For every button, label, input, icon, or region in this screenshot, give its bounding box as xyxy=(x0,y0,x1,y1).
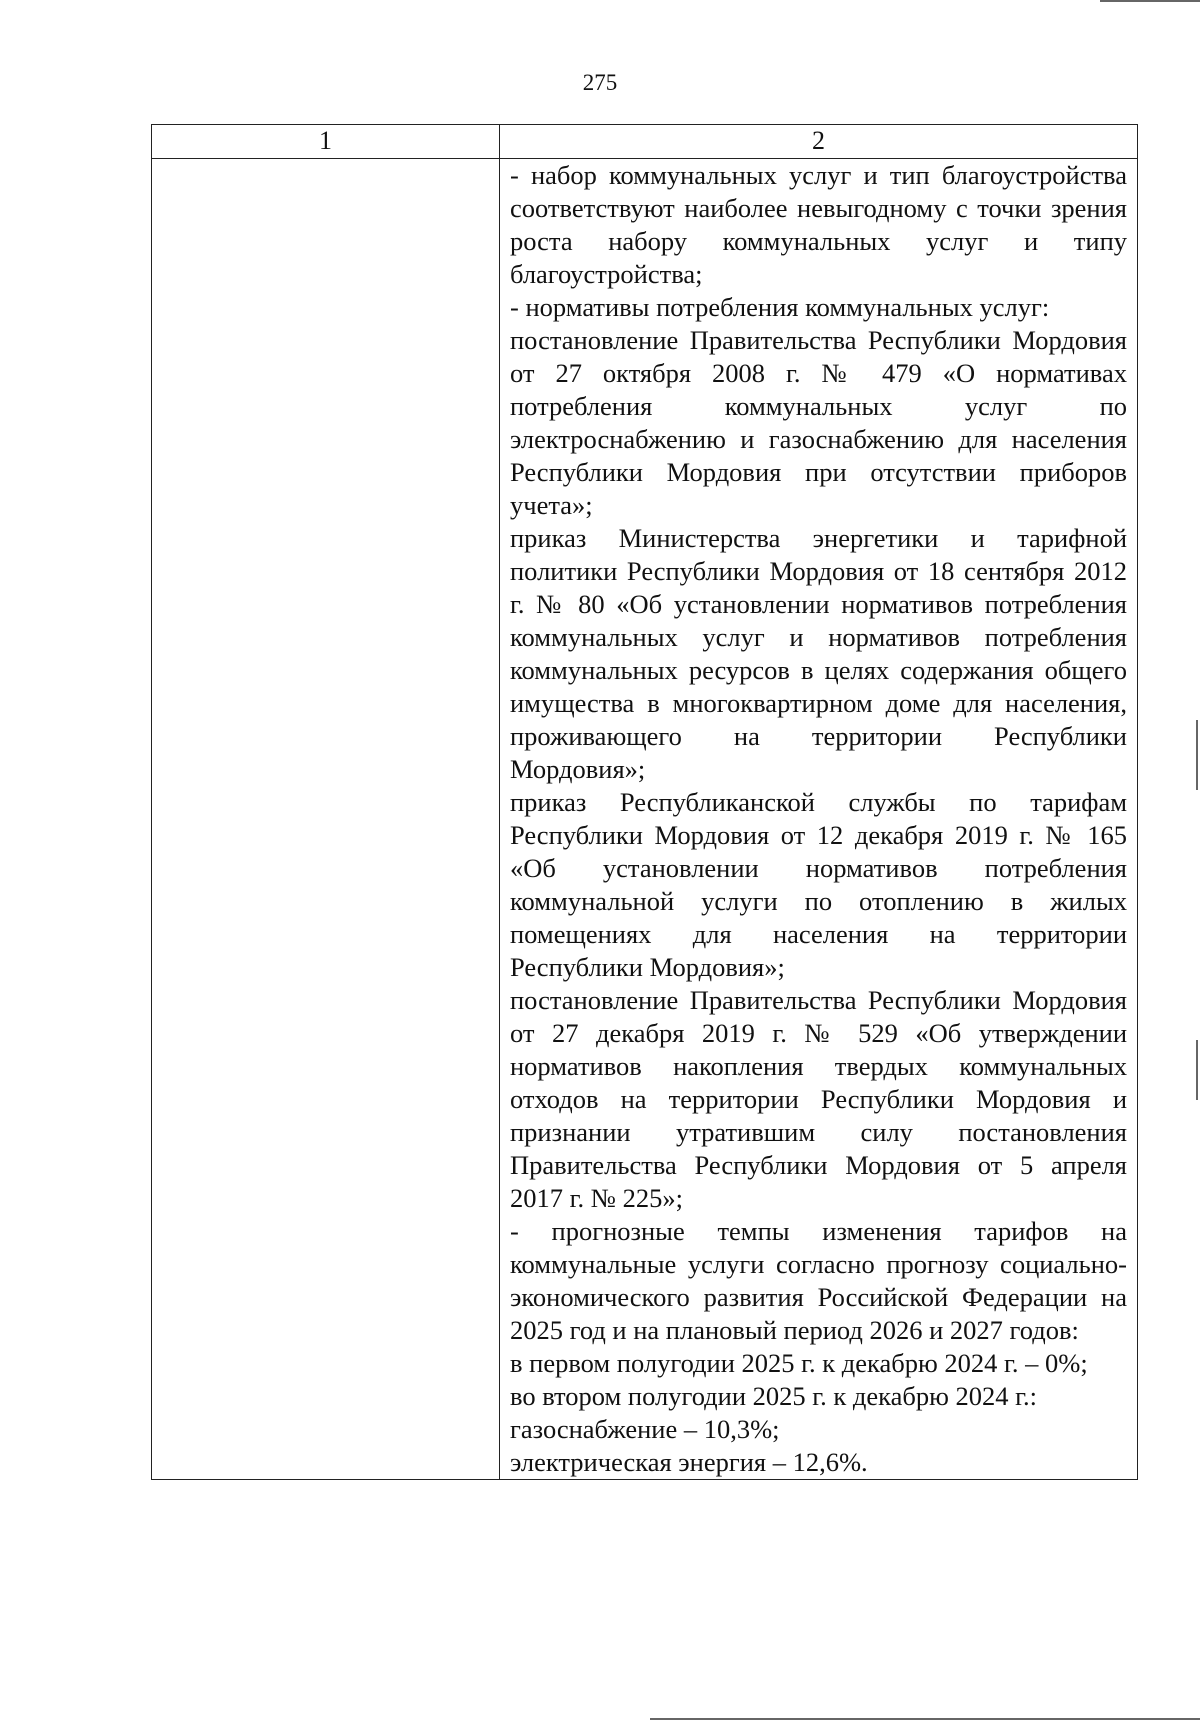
paragraph-consumption-norms: - нормативы потребления коммунальных услуг: xyxy=(510,292,1050,322)
column-header-1: 1 xyxy=(152,125,500,159)
document-table xyxy=(151,124,1138,1480)
empty-cell-col1 xyxy=(152,159,500,1480)
text-cell-col2 xyxy=(500,159,1138,1480)
paragraph-order-165: приказ Республиканской службы по тарифам Республики Мордовия от 12 декабря 2019 г. № 165 «Об установлении нормативов потребления коммунальной услуги по отоплению в жилых помещениях для населения на территории Республики Мордовия»; xyxy=(510,787,1127,982)
paragraph-resolution-529: постановление Правительства Республики Мордовия от 27 декабря 2019 г. № 529 «Об утверждении нормативов накопления твердых коммунальных отходов на территории Республики Мордовия и признании утратившим силу постановления Правительства Республики Мордовия от 5 апреля 2017 г. № 225»; xyxy=(510,985,1127,1213)
paragraph-utilities-set: - набор коммунальных услуг и тип благоустройства соответствуют наиболее невыгодному с точки зрения роста набору коммунальных услуг и типу благоустройства; xyxy=(510,160,1127,289)
scan-edge-mark-right-2 xyxy=(1196,1040,1198,1100)
scan-edge-mark-right-1 xyxy=(1196,720,1198,790)
page-number: 275 xyxy=(582,70,618,95)
paragraph-second-half: во втором полугодии 2025 г. к декабрю 2024 г.: xyxy=(510,1381,1038,1411)
paragraph-gas-supply: газоснабжение – 10,3%; xyxy=(510,1414,780,1444)
paragraph-electricity: электрическая энергия – 12,6%. xyxy=(510,1447,868,1477)
scan-edge-mark-top-right xyxy=(1100,0,1200,2)
paragraph-first-half: в первом полугодии 2025 г. к декабрю 2024 г. – 0%; xyxy=(510,1348,1088,1378)
paragraph-tariff-forecast: - прогнозные темпы изменения тарифов на коммунальные услуги согласно прогнозу социально-экономического развития Российской Федерации на 2025 год и на плановый период 2026 и 2027 годов: xyxy=(510,1216,1127,1345)
table-row xyxy=(152,159,1138,1480)
scan-edge-mark-bottom xyxy=(650,1718,1200,1720)
paragraph-order-80: приказ Министерства энергетики и тарифной политики Республики Мордовия от 18 сентября 2012 г. № 80 «Об установлении нормативов потребления коммунальных услуг и нормативов потребления коммунальных ресурсов в целях содержания общего имущества в многоквартирном доме для населения, проживающего на территории Республики Мордовия»; xyxy=(510,523,1127,784)
table-header-row xyxy=(152,125,1138,159)
column-header-2: 2 xyxy=(500,125,1138,159)
paragraph-resolution-479: постановление Правительства Республики Мордовия от 27 октября 2008 г. № 479 «О нормативах потребления коммунальных услуг по электроснабжению и газоснабжению для населения Республики Мордовия при отсутствии приборов учета»; xyxy=(510,325,1127,520)
